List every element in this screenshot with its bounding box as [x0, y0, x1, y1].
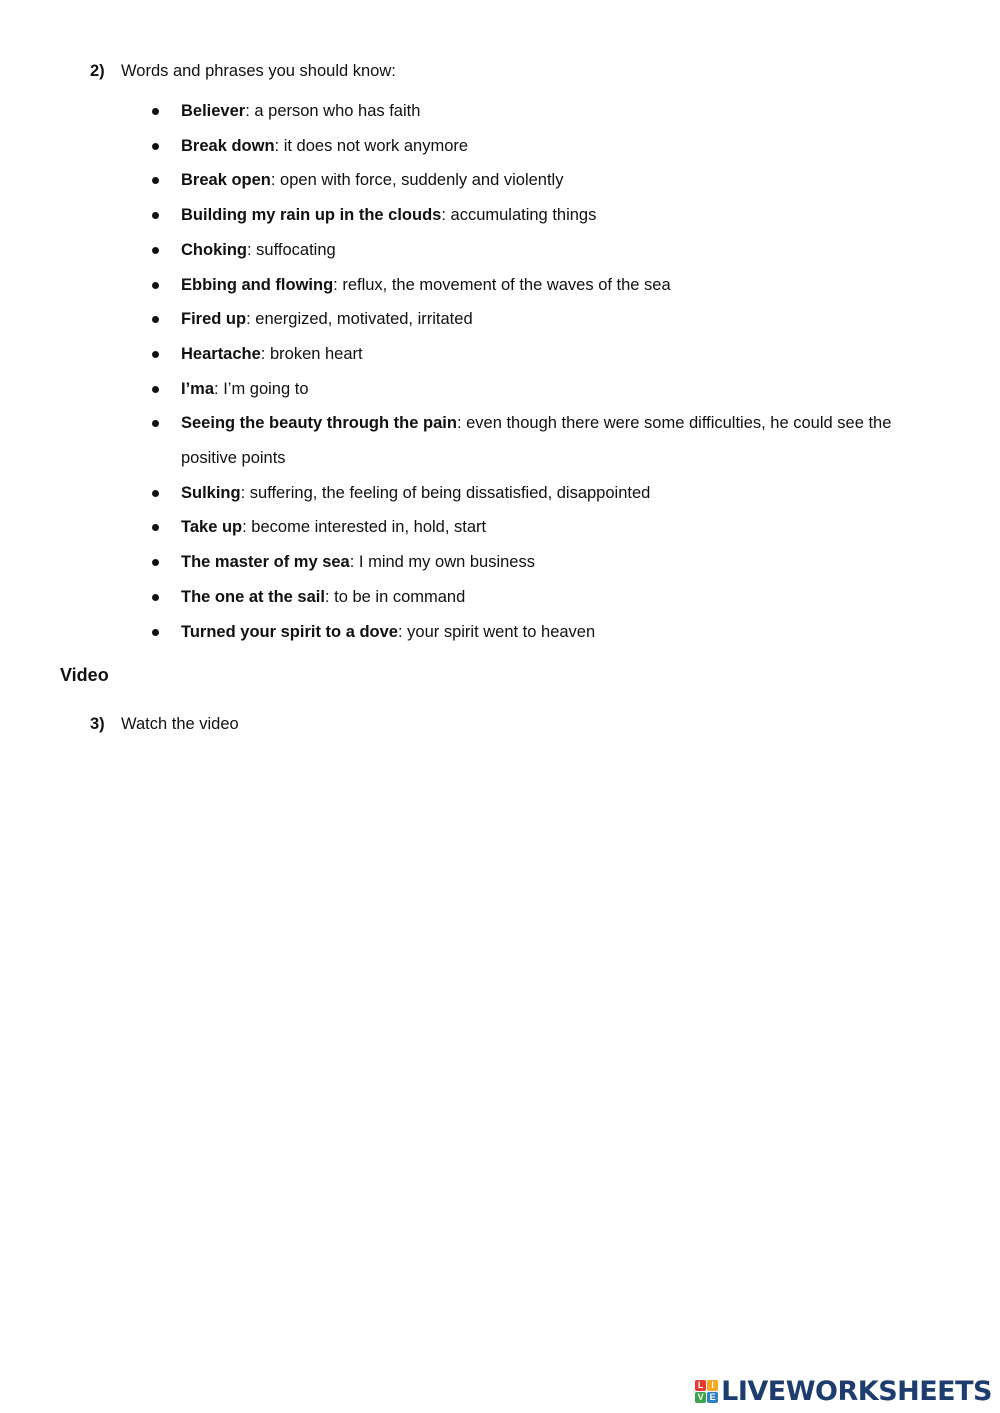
- vocab-item-break-open: [150, 163, 920, 198]
- vocab-term: Break open: [181, 171, 271, 190]
- liveworksheets-logo-mark-icon: [695, 1380, 718, 1403]
- vocab-definition: : even though there were some difficulties, he could see the positive points: [181, 414, 892, 468]
- bullet-icon: [152, 594, 159, 601]
- question-3-number: 3): [90, 715, 105, 733]
- vocab-term: Believer: [181, 102, 246, 120]
- vocab-term: I’ma: [181, 379, 215, 398]
- vocab-item-believer: [150, 94, 920, 129]
- vocab-term: Break down: [181, 136, 275, 155]
- vocab-item-heartache: [150, 337, 920, 372]
- vocab-term: Turned your spirit to a dove: [181, 622, 398, 641]
- vocab-definition: : broken heart: [260, 344, 363, 363]
- bullet-icon: [152, 629, 159, 636]
- bullet-icon: [152, 386, 159, 393]
- vocab-term: Sulking: [181, 483, 241, 502]
- bullet-icon: [152, 490, 159, 497]
- vocab-term: Choking: [181, 240, 247, 259]
- vocab-definition: : suffocating: [247, 240, 336, 259]
- vocab-term: The master of my sea: [181, 553, 350, 572]
- vocab-item-turned-your-spirit: [150, 615, 920, 650]
- liveworksheets-logo: [695, 1375, 992, 1407]
- vocab-definition: : your spirit went to heaven: [397, 622, 596, 641]
- vocabulary-list: [150, 94, 920, 649]
- question-3-text: Watch the video: [121, 715, 239, 733]
- logo-mark-letter: I: [707, 1380, 718, 1391]
- vocab-item-sulking: [150, 476, 920, 511]
- vocab-item-choking: [150, 233, 920, 268]
- bullet-icon: [152, 177, 159, 184]
- question-3: [90, 713, 239, 735]
- bullet-icon: [152, 143, 159, 150]
- bullet-icon: [152, 524, 159, 531]
- vocab-item-take-up: [150, 510, 920, 545]
- vocab-item-one-at-the-sail: [150, 580, 920, 615]
- bullet-icon: [152, 351, 159, 358]
- vocab-term: Ebbing and flowing: [181, 275, 334, 294]
- vocab-definition: : I mind my own business: [349, 553, 535, 572]
- question-2: [90, 60, 396, 82]
- vocab-item-master-of-my-sea: [150, 545, 920, 580]
- logo-mark-letter: L: [695, 1380, 706, 1391]
- vocab-definition: : suffering, the feeling of being dissatisfied, disappointed: [240, 483, 651, 502]
- bullet-icon: [152, 282, 159, 289]
- bullet-icon: [152, 316, 159, 323]
- bullet-icon: [152, 420, 159, 427]
- vocab-item-seeing-the-beauty: [150, 406, 920, 475]
- vocab-definition: : reflux, the movement of the waves of the sea: [333, 275, 671, 294]
- vocab-definition: : become interested in, hold, start: [242, 518, 487, 537]
- vocab-item-building-my-rain: [150, 198, 920, 233]
- logo-mark-letter: E: [707, 1392, 718, 1403]
- vocab-item-fired-up: [150, 302, 920, 337]
- bullet-icon: [152, 559, 159, 566]
- vocab-term: Fired up: [181, 310, 247, 329]
- vocab-definition: : open with force, suddenly and violently: [270, 171, 564, 190]
- question-2-number: 2): [90, 62, 105, 80]
- video-section-title: Video: [60, 665, 109, 685]
- vocab-definition: : accumulating things: [441, 206, 597, 225]
- vocab-term: Building my rain up in the clouds: [181, 206, 442, 225]
- vocab-term: The one at the sail: [181, 587, 325, 606]
- vocab-term: Take up: [181, 518, 243, 537]
- bullet-icon: [152, 212, 159, 219]
- vocab-term: Heartache: [181, 344, 261, 363]
- vocab-term: Seeing the beauty through the pain: [181, 414, 457, 433]
- liveworksheets-logo-text: LIVEWORKSHEETS: [721, 1375, 992, 1407]
- vocab-definition: : I’m going to: [214, 379, 309, 398]
- question-2-text: Words and phrases you should know:: [121, 62, 396, 80]
- vocab-item-ebbing-and-flowing: [150, 268, 920, 303]
- vocab-item-ima: [150, 372, 920, 407]
- vocab-definition: : a person who has faith: [245, 102, 421, 120]
- vocab-item-break-down: [150, 129, 920, 164]
- vocab-definition: : energized, motivated, irritated: [246, 310, 473, 329]
- bullet-icon: [152, 247, 159, 254]
- vocab-definition: : to be in command: [324, 587, 466, 606]
- bullet-icon: [152, 108, 159, 115]
- logo-mark-letter: V: [695, 1392, 706, 1403]
- vocab-definition: : it does not work anymore: [274, 136, 469, 155]
